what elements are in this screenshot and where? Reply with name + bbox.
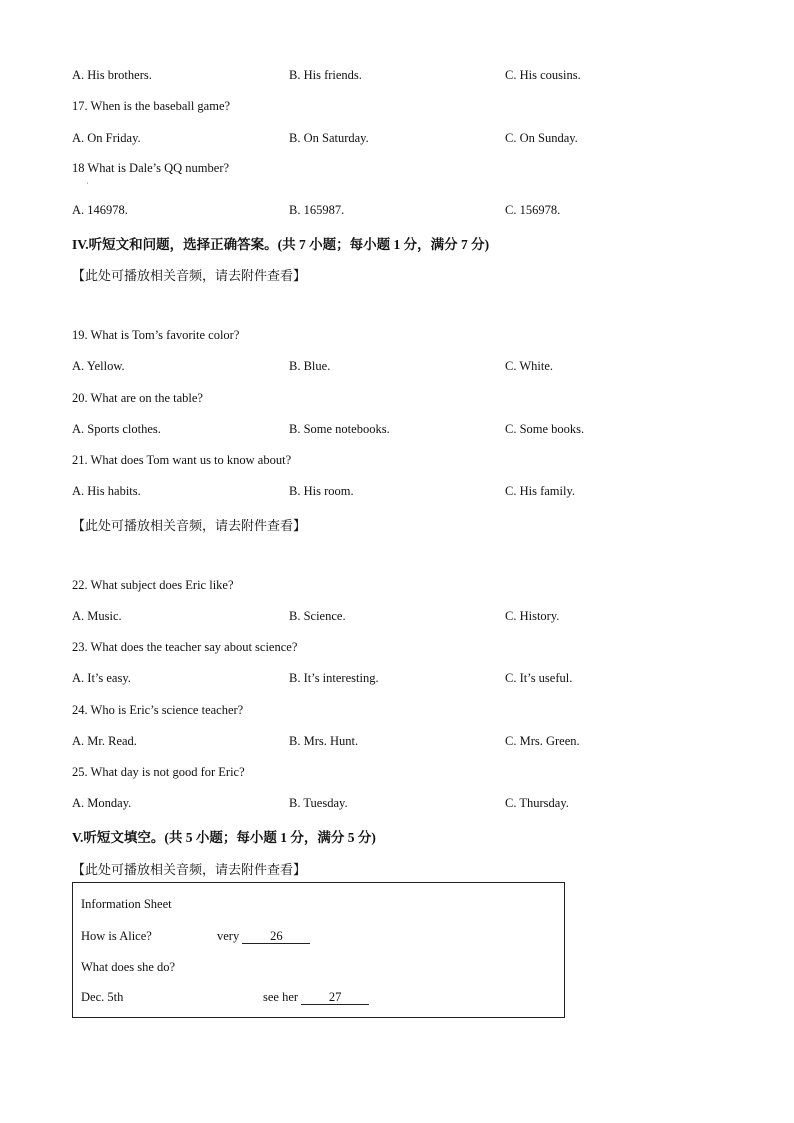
q21-question: 21. What does Tom want us to know about? (72, 453, 292, 467)
q17-option-c: C. On Sunday. (505, 131, 578, 145)
information-sheet-box (72, 882, 565, 1018)
q22-option-a: A. Music. (72, 609, 122, 623)
q18-option-a: A. 146978. (72, 203, 128, 217)
q17-question: 17. When is the baseball game? (72, 99, 231, 113)
q22-option-b: B. Science. (289, 609, 346, 623)
q16-option-c: C. His cousins. (505, 68, 581, 82)
section-4-heading: IV.听短文和问题，选择正确答案。(共 7 小题；每小题 1 分，满分 7 分) (72, 237, 490, 252)
info-row1-answer (217, 929, 310, 944)
q20-question: 20. What are on the table? (72, 391, 203, 405)
audio-notice: 【此处可播放相关音频，请去附件查看】 (72, 862, 307, 877)
q21-option-a: A. His habits. (72, 484, 141, 498)
q22-question: 22. What subject does Eric like? (72, 578, 234, 592)
q20-option-a: A. Sports clothes. (72, 422, 161, 436)
q18-question: 18 What is Dale’s QQ number? (72, 161, 230, 175)
section-5-heading: V.听短文填空。(共 5 小题；每小题 1 分，满分 5 分) (72, 830, 376, 845)
stray-dot: ˙ (86, 181, 89, 190)
q23-option-a: A. It’s easy. (72, 671, 131, 685)
info-row2-label: What does she do? (81, 960, 176, 974)
q22-option-c: C. History. (505, 609, 560, 623)
info-row3-prefix: see her (263, 990, 299, 1004)
q24-option-a: A. Mr. Read. (72, 734, 137, 748)
blank-26: 26 (242, 930, 310, 944)
blank-27: 27 (301, 991, 369, 1005)
q19-question: 19. What is Tom’s favorite color? (72, 328, 240, 342)
q23-option-b: B. It’s interesting. (289, 671, 379, 685)
info-row1-label: How is Alice? (81, 929, 152, 943)
q16-option-a: A. His brothers. (72, 68, 152, 82)
q24-option-c: C. Mrs. Green. (505, 734, 580, 748)
audio-notice: 【此处可播放相关音频，请去附件查看】 (72, 268, 307, 283)
q24-question: 24. Who is Eric’s science teacher? (72, 703, 244, 717)
q18-option-b: B. 165987. (289, 203, 345, 217)
q25-option-b: B. Tuesday. (289, 796, 348, 810)
audio-notice: 【此处可播放相关音频，请去附件查看】 (72, 518, 307, 533)
q18-option-c: C. 156978. (505, 203, 561, 217)
q16-option-b: B. His friends. (289, 68, 362, 82)
info-row3-label: Dec. 5th (81, 990, 124, 1004)
info-row1-prefix: very (217, 929, 240, 943)
q24-option-b: B. Mrs. Hunt. (289, 734, 359, 748)
q23-question: 23. What does the teacher say about science? (72, 640, 298, 654)
q25-question: 25. What day is not good for Eric? (72, 765, 245, 779)
q20-option-b: B. Some notebooks. (289, 422, 390, 436)
q17-option-b: B. On Saturday. (289, 131, 369, 145)
q19-option-b: B. Blue. (289, 359, 331, 373)
info-sheet-title: Information Sheet (81, 897, 172, 911)
q19-option-c: C. White. (505, 359, 554, 373)
q25-option-c: C. Thursday. (505, 796, 569, 810)
q21-option-b: B. His room. (289, 484, 354, 498)
q17-option-a: A. On Friday. (72, 131, 141, 145)
q19-option-a: A. Yellow. (72, 359, 125, 373)
q20-option-c: C. Some books. (505, 422, 585, 436)
q23-option-c: C. It’s useful. (505, 671, 573, 685)
q21-option-c: C. His family. (505, 484, 576, 498)
q25-option-a: A. Monday. (72, 796, 132, 810)
info-row3-answer (263, 990, 369, 1005)
